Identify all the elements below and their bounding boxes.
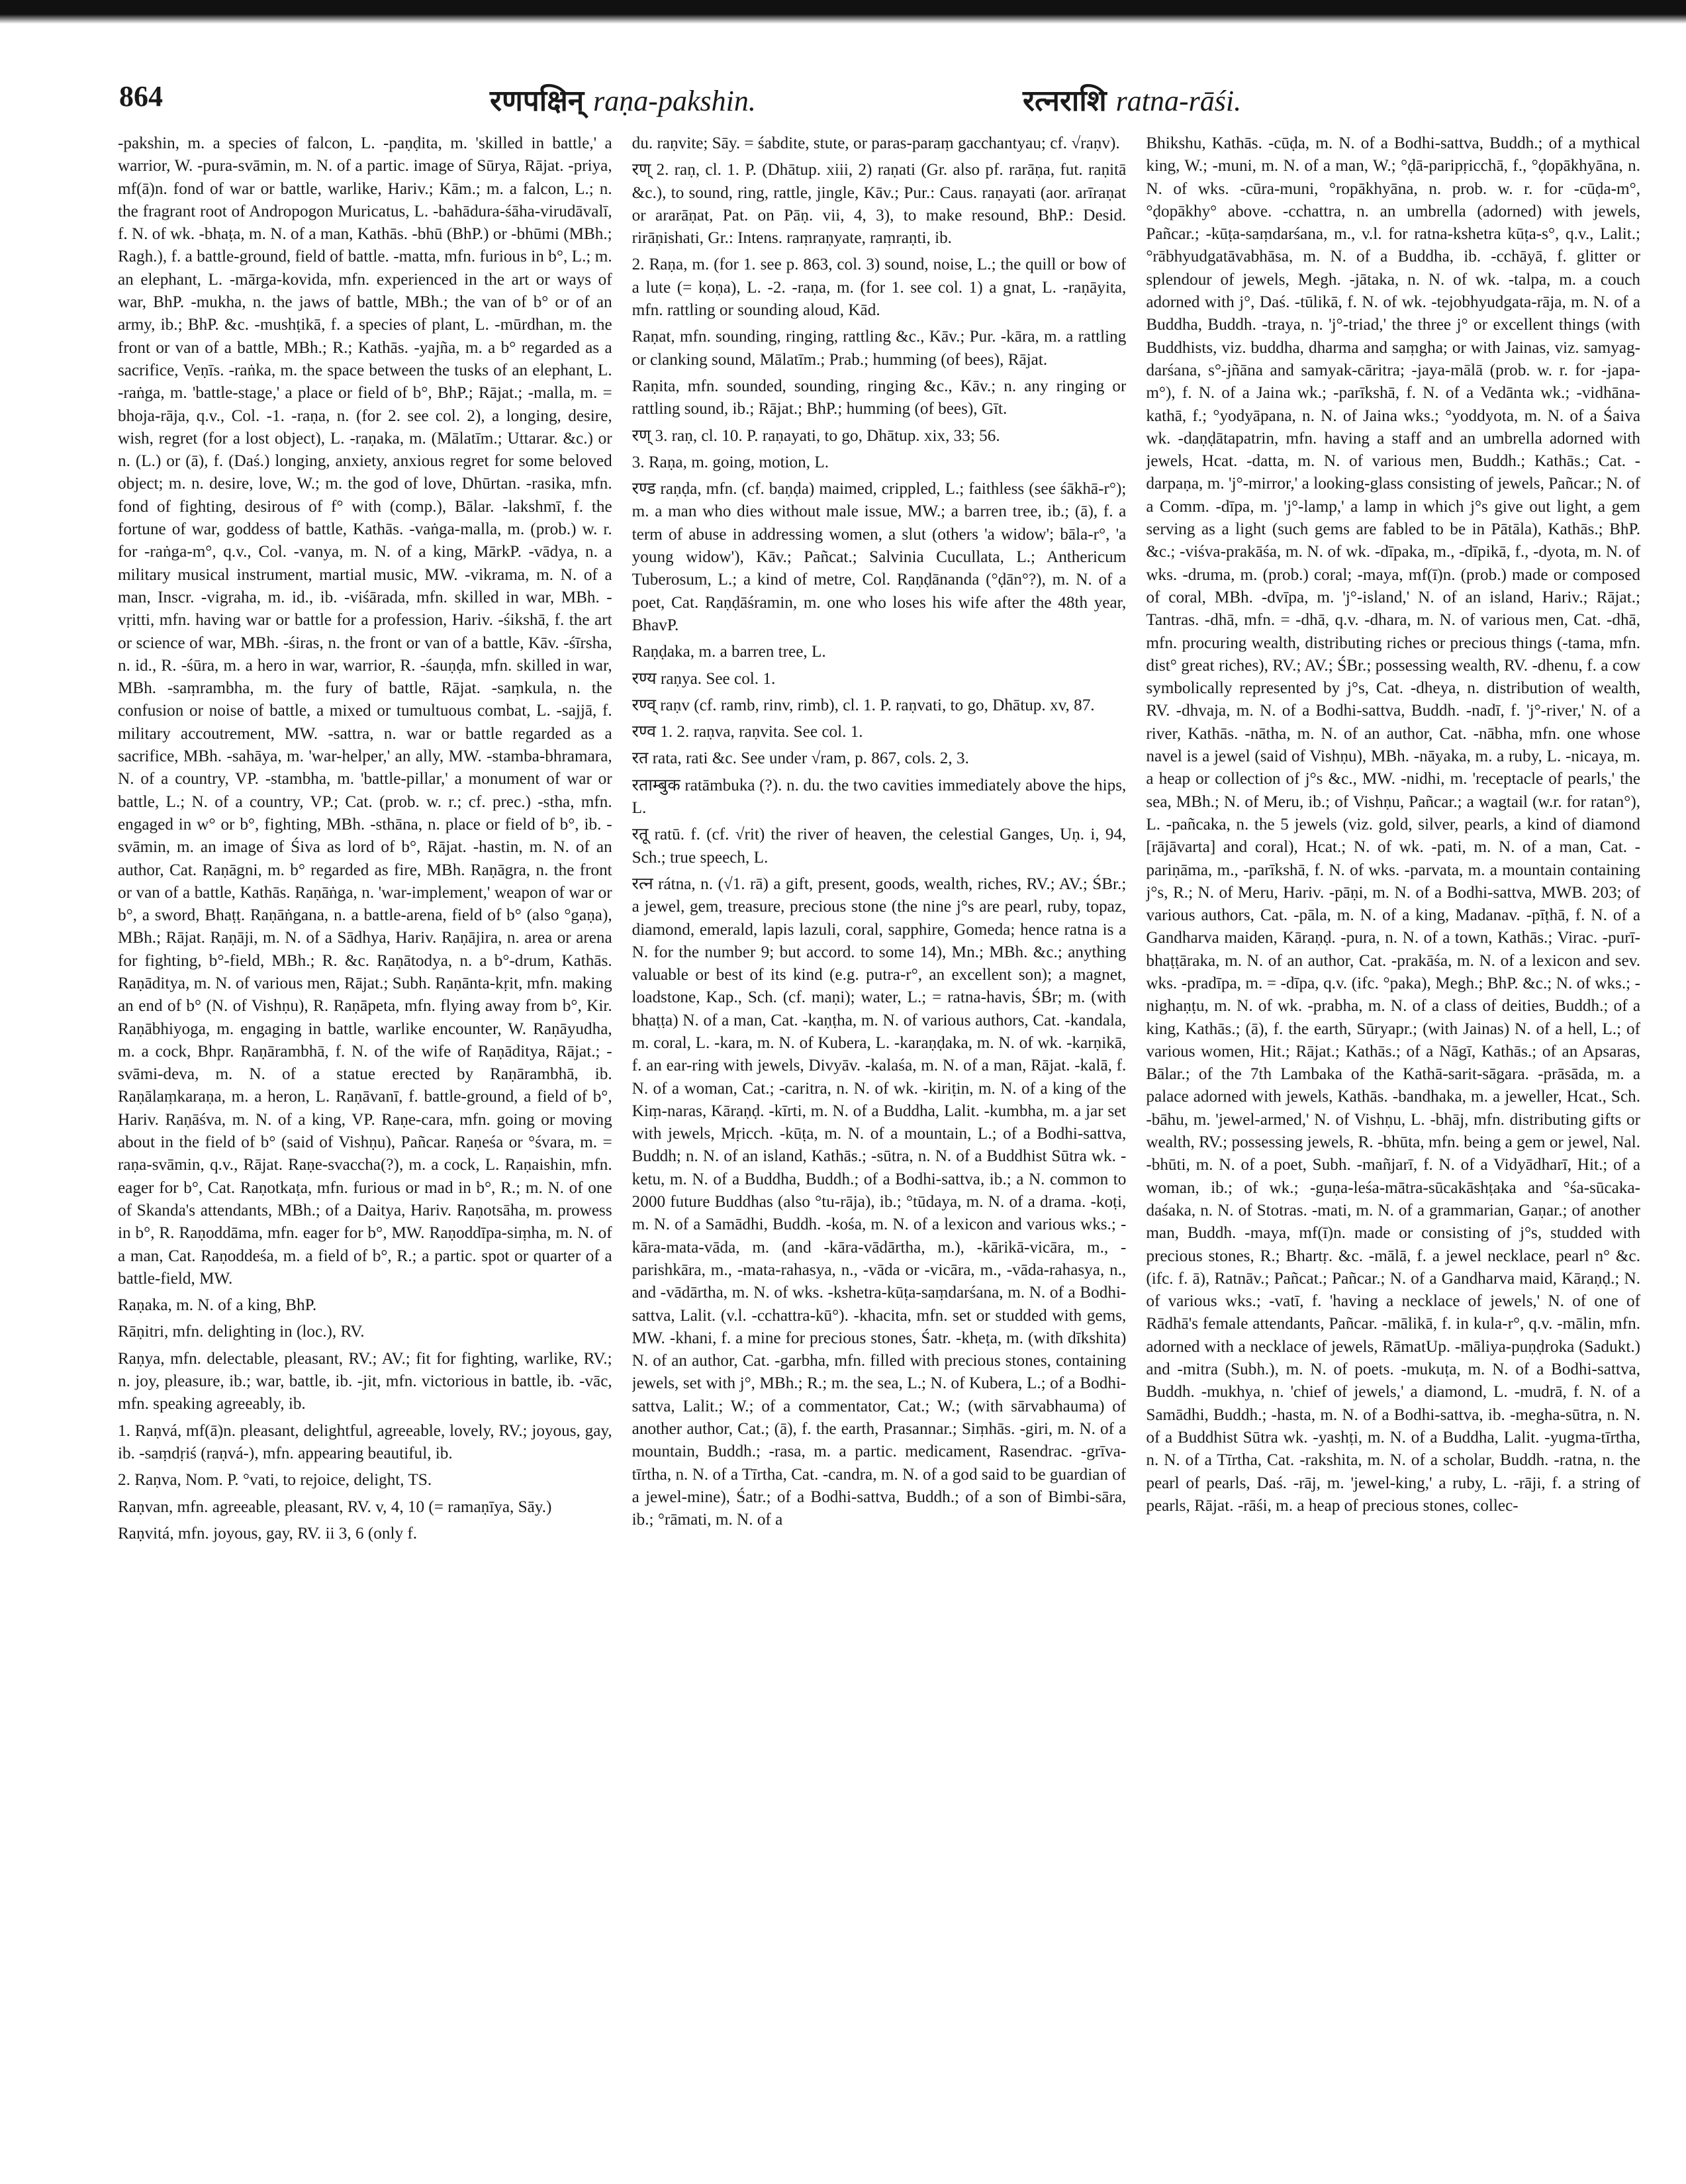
entry: 2. Raṇa, m. (for 1. see p. 863, col. 3) sound, noise, L.; the quill or bow of a lute (= koṇa), L. -2. -raṇa, m. (for 1. see col. 1) a gnat, L. -raṇāyita, mfn. rattling or sounding aloud, Kād.	[632, 256, 1127, 320]
entry: रताम्बुक ratāmbuka (?). n. du. the two cavities immediately above the hips, L.	[632, 776, 1127, 818]
column-1	[118, 132, 612, 2168]
entry: Raṇaka, m. N. of a king, BhP.	[118, 1296, 317, 1315]
entry: रत्न rátna, n. (√1. rā) a gift, present, goods, wealth, riches, RV.; AV.; ŚBr.; a jewel, gem, treasure, precious stone (the nine j°s are pearl, ruby, topaz, diamond, emerald, lapis lazuli, coral, sapphire, Gomeda; hence ratna is a N. for the number 9; but accord. to some 14), Mn.; MBh. &c.; anything valuable or best of its kind (e.g. putra-r°, an excellent son); a magnet, loadstone, Kap., Sch. (cf. maṇi); water, L.; = ratna-havis, ŚBr; m. (with bhaṭṭa) N. of a man, Cat. -kaṇṭha, m. N. of various authors, Cat. -kandala, m. coral, L. -kara, m. N. of Kubera, L. -karaṇḍaka, m. N. of wk. -karṇikā, f. an ear-ring with jewels, Divyāv. -kalaśa, m. N. of a man, Rājat. -kalā, f. N. of a woman, Cat.; -caritra, n. N. of wk. -kiriṭin, m. N. of a king of the Kiṃ-naras, Kāraṇḍ. -kīrti, m. N. of a Buddha, Lalit. -kumbha, m. a jar set with jewels, Mṛicch. -kūṭa, m. N. of a mountain, L.; of a Bodhi-sattva, Buddh; n. N. of an island, Kathās.; -sūtra, n. N. of a Buddhist Sūtra wk. -ketu, m. N. of a Buddha, Buddh.; of a Bodhi-sattva, ib.; a N. common to 2000 future Buddhas (also °tu-rāja), ib.; °tūdaya, m. N. of a drama. -koṭi, m. N. of a Samādhi, Buddh. -kośa, m. N. of a lexicon and various wks.; -kāra-mata-vāda, m. (and -kāra-vādārtha, m.), -kārikā-vicāra, m., -parishkāra, m., -mata-rahasya, n., -vāda or -vicāra, m., -vāda-rahasya, n., and -vādārtha, m. N. of wks. -kshetra-kūṭa-saṃdarśana, m. N. of a Bodhi-sattva, Lalit. (v.l. -cchattra-kū°). -khacita, mfn. set or studded with gems, MW. -khani, f. a mine for precious stones, Śatr. -kheṭa, m. (with dīkshita) N. of an author, Cat. -garbha, mfn. filled with precious stones, containing jewels, set with j°, MBh.; R.; m. the sea, L.; N. of Kubera, L.; of a Bodhi-sattva, Lalit.; W.; of a commentator, Cat.; W.; (with sārvabhauma) of another author, Cat.; (ā), f. the earth, Prasannar.; Siṃhās. -giri, m. N. of a mountain, Buddh.; -rasa, m. a partic. medicament, Rasendrac. -grīva-tīrtha, n. N. of a Tīrtha, Cat. -candra, m. N. of a god said to be guardian of a jewel-mine), Śatr.; of a Bodhi-sattva, Buddh.; of a son of Bimbi-sāra, ib.; °rāmati, m. N. of a	[632, 875, 1127, 1529]
running-head-right-devanagari: रत्नराशि	[1023, 84, 1107, 118]
entry: Raṇya, mfn. delectable, pleasant, RV.; AV.; fit for fighting, warlike, RV.; n. joy, pleasure, ib.; war, battle, ib. -jit, mfn. victorious in battle, ib. -vāc, mfn. speaking agreeably, ib.	[118, 1349, 612, 1413]
entry: 3. Raṇa, m. going, motion, L.	[632, 453, 829, 471]
running-head-right	[1023, 79, 1241, 119]
entry: Raṇat, mfn. sounding, ringing, rattling &c., Kāv.; Pur. -kāra, m. a rattling or clanking sound, Mālatīm.; Prab.; humming (of bees), Rājat.	[632, 328, 1127, 369]
entry: Raṇita, mfn. sounded, sounding, ringing &c., Kāv.; n. any ringing or rattling sound, ib.; Rājat.; BhP.; humming (of bees), Gīt.	[632, 377, 1127, 418]
entry: Raṇḍaka, m. a barren tree, L.	[632, 643, 826, 661]
entry: 2. Raṇva, Nom. P. °vati, to rejoice, delight, TS.	[118, 1471, 432, 1490]
running-head-left-roman: raṇa-pakshin.	[593, 85, 756, 117]
entry: Raṇvitá, mfn. joyous, gay, RV. ii 3, 6 (only f.	[118, 1524, 418, 1543]
entry: रण्व 1. 2. raṇva, raṇvita. See col. 1.	[632, 723, 863, 741]
page-number: 864	[119, 80, 163, 113]
entry: रण्व् raṇv (cf. ramb, rinv, rimb), cl. 1. P. raṇvati, to go, Dhātup. xv, 87.	[632, 696, 1095, 714]
entry: Raṇvan, mfn. agreeable, pleasant, RV. v, 4, 10 (= ramaṇīya, Sāy.)	[118, 1497, 552, 1516]
column-2	[632, 132, 1127, 2168]
running-head-left-devanagari: रणपक्षिन्	[490, 84, 585, 118]
running-head-left	[490, 79, 756, 119]
entry: रत rata, rati &c. See under √ram, p. 867, cols. 2, 3.	[632, 749, 969, 768]
entry: 1. Raṇvá, mf(ā)n. pleasant, delightful, agreeable, lovely, RV.; joyous, gay, ib. -saṃdṛiś (raṇvá-), mfn. appearing beautiful, ib.	[118, 1421, 612, 1462]
entry: Rāṇitri, mfn. delighting in (loc.), RV.	[118, 1323, 365, 1341]
entry: रण्ड raṇḍa, mfn. (cf. baṇḍa) maimed, crippled, L.; faithless (see śākhā-r°); m. a man who dies without male issue, MW.; a barren tree, ib.; (ā), f. a term of abuse in addressing women, a slut (others 'a widow'; bāla-r°, 'a young widow'), Kāv.; Pañcat.; Salvinia Cucullata, L.; Anthericum Tuberosum, L.; a kind of metre, Col. Raṇḍānanda (°ḍān°?), m. N. of a poet, Cat. Raṇḍāśramin, m. one who loses his wife after the 48th year, BhavP.	[632, 480, 1127, 634]
scan-edge-fade	[0, 0, 1686, 24]
entry: रतू ratū. f. (cf. √rit) the river of heaven, the celestial Ganges, Uṇ. i, 94, Sch.; true speech, L.	[632, 826, 1127, 867]
entry: du. raṇvite; Sāy. = śabdite, stute, or paras-paraṃ gacchantyau; cf. √raṇv).	[632, 134, 1120, 152]
entry: -pakshin, m. a species of falcon, L. -paṇḍita, m. 'skilled in battle,' a warrior, W. -pura-svāmin, m. N. of a partic. image of Sūrya, Rājat. -priya, mf(ā)n. fond of war or battle, warlike, Hariv.; Kām.; m. a falcon, L.; n. the fragrant root of Andropogon Muricatus, L. -bahādura-śāha-virudāvalī, f. N. of wk. -bhaṭa, m. N. of a man, Kathās. -bhū (BhP.) or -bhūmi (MBh.; Ragh.), f. a battle-ground, field of battle. -matta, mfn. furious in b°, L.; m. an elephant, L. -mārga-kovida, mfn. experienced in the art or ways of war, BhP. -mukha, n. the jaws of battle, MBh.; the van of b° or of an army, ib.; BhP. &c. -mushṭikā, f. a species of plant, L. -mūrdhan, m. the front or van of a battle, MBh.; R.; Kathās. -yajña, m. a b° regarded as a sacrifice, Veṇīs. -raṅka, m. the space between the tusks of an elephant, L. -raṅga, m. 'battle-stage,' a place or field of b°, BhP.; Rājat.; -malla, m. = bhoja-rāja, q.v., Col. -1. -raṇa, n. (for 2. see col. 2), a longing, desire, wish, regret (for a lost object), L. -raṇaka, m. (Mālatīm.; Uttarar. &c.) or n. (L.) or (ā), f. (Daś.) longing, anxiety, anxious regret for some beloved object; m. n. desire, love, W.; m. the god of love, Dhūrtan. -rasika, mfn. fond of fighting, desirous of f° with (comp.), Bālar. -lakshmī, f. the fortune of war, goddess of battle, Kathās. -vaṅga-malla, m. (prob.) w. r. for -raṅga-m°, q.v., Col. -vanya, m. N. of a king, MārkP. -vādya, n. a military musical instrument, martial music, MW. -vikrama, m. N. of a man, Inscr. -vigraha, m. id., ib. -viśārada, mfn. skilled in war, MBh. -vṛitti, mfn. having war or battle for a profession, Hariv. -śikshā, f. the art or science of war, MBh. -śiras, n. the front or van of a battle, Kāv. -śīrsha, n. id., R. -śūra, m. a hero in war, warrior, R. -śauṇḍa, mfn. skilled in war, MBh. -saṃrambha, m. the fury of battle, Rājat. -saṃkula, n. the confusion or noise of battle, a mixed or tumultuous combat, L. -sajjā, f. military accoutrement, MW. -sattra, n. war or battle regarded as a sacrifice, MBh. -sahāya, m. 'war-helper,' an ally, MW. -stamba-bhramara, N. of a country, VP. -stambha, m. 'battle-pillar,' a monument of war or battle, L.; N. of a country, VP.; Cat. (prob. w. r.; cf. prec.) -stha, mfn. engaged in w° or b°, fighting, MBh. -sthāna, n. place or field of b°, ib. -svāmin, m. an image of Śiva as lord of b°, Rājat. -hastin, m. N. of an author, Cat. Raṇāgni, m. b° regarded as fire, MBh. Raṇāgra, n. the front or van of a battle, Kathās. Raṇāṅga, n. 'war-implement,' weapon of war or b°, a sword, Bhaṭṭ. Raṇāṅgana, n. a battle-arena, field of b° (also °gaṇa), MBh.; Rājat. Raṇāji, m. N. of a Sādhya, Hariv. Raṇājira, n. area or arena for fighting, b°-field, MBh.; R. &c. Raṇātodya, n. a b°-drum, Kathās. Raṇāditya, m. N. of various men, Rājat.; Subh. Raṇānta-kṛit, mfn. making an end of b° (N. of Vishṇu), R. Raṇāpeta, mfn. flying away from b°, Kir. Raṇābhiyoga, m. engaging in battle, warlike encounter, W. Raṇāyudha, m. a cock, Bhpr. Raṇārambhā, f. N. of the wife of Raṇāditya, Rājat.; -svāmi-deva, m. N. of a statue erected by Raṇārambhā, ib. Raṇālaṃkaraṇa, m. a heron, L. Raṇāvanī, f. battle-ground, a field of b°, Hariv. Raṇāśva, m. N. of a king, VP. Raṇe-cara, mfn. going or moving about in the field of b° (said of Vishṇu), Pañcar. Raṇeśa or °śvara, m. = raṇa-svāmin, q.v., Rājat. Raṇe-svaccha(?), m. a cock, L. Raṇaishin, mfn. eager for b°, Cat. Raṇotkaṭa, mfn. furious or mad in b°, R.; m. N. of one of Skanda's attendants, MBh.; of a Daitya, Hariv. Raṇotsāha, m. prowess in b°, R. Raṇoddāma, mfn. eager for b°, MW. Raṇoddīpa-siṃha, m. N. of a man, Cat. Raṇoddeśa, m. a field of b°, R.; a partic. spot or quarter of a battle-field, MW.	[118, 134, 612, 1288]
entry: रण् 2. raṇ, cl. 1. P. (Dhātup. xiii, 2) raṇati (Gr. also pf. rarāṇa, fut. raṇitā &c.), to sound, ring, rattle, jingle, Kāv.; Pur.: Caus. raṇayati (aor. arīraṇat or ararāṇat, Pat. on Pāṇ. vii, 4, 3), to make resound, BhP.: Desid. rirāṇishati, Gr.: Intens. raṃraṇyate, raṃraṇti, ib.	[632, 161, 1127, 248]
page-header	[99, 79, 1640, 126]
entry: रण्य raṇya. See col. 1.	[632, 669, 776, 688]
column-3	[1146, 132, 1640, 2168]
entry: Bhikshu, Kathās. -cūḍa, m. N. of a Bodhi-sattva, Buddh.; of a mythical king, W.; -muni, m. N. of a man, W.; °ḍā-paripṛicchā, f., °ḍopākhyāna, n. N. of wks. -cūra-muni, °ropākhyāna, n. prob. w. r. for -cūḍa-m°, °ḍopākhy° above. -cchattra, n. an umbrella (adorned) with jewels, Pañcar.; -kūṭa-saṃdarśana, m., v.l. for ratna-kshetra kūṭa-s°, q.v., Lalit.; °rābhyudgatāvabhāsa, m. N. of a Buddha, ib. -cchāyā, f. glitter or splendour of jewels, Megh. -jātaka, n. N. of wk. -talpa, m. a couch adorned with j°, Daś. -tūlikā, f. N. of wk. -tejobhyudgata-rāja, m. N. of a Buddha, Buddh. -traya, n. 'j°-triad,' the three j° or excellent things (with Buddhists, viz. buddha, dharma and saṃgha; or with Jainas, viz. samyag-darśana, s°-jñāna and samyak-cāritra; -jaya-mālā (prob. w. r. for -japa-m°), f. N. of a Jaina wk.; -parīkshā, f. N. of a Vedānta wk.; -vidhāna-kathā, f.; °yodyāpana, n. N. of Jaina wks.; °yoddyota, m. N. of a Śaiva wk. -daṇḍātapatrin, mfn. having a staff and an umbrella adorned with jewels, Hcat. -datta, m. N. of various men, Buddh.; Kathās.; Cat. -darpaṇa, m. 'j°-mirror,' a looking-glass consisting of jewels, Pañcar.; N. of a Comm. -dīpa, m. 'j°-lamp,' a lamp in which j°s give out light, a gem serving as a light (such gems are fabled to be in Pātāla), Kathās.; BhP. &c.; -viśva-prakāśa, m. N. of wk. -dīpaka, m., -dīpikā, f., -dyota, m. N. of wks. -druma, m. (prob.) coral; -maya, mf(ī)n. (prob.) made or composed of coral, MBh. -dvīpa, m. 'j°-island,' N. of an island, Hariv.; Rājat.; Tantras. -dhā, mfn. = -dhā, q.v. -dhara, m. N. of various men, Cat. -dhā, mfn. procuring wealth, distributing riches or precious things (-tama, mfn. dist° great riches), RV.; AV.; ŚBr.; possessing wealth, RV. -dhenu, f. a cow symbolically represented by j°s, Cat. -dheya, n. distribution of wealth, RV. -dhvaja, m. N. of a Bodhi-sattva, Buddh. -nadī, f. 'j°-river,' N. of a river, Kathās. -nātha, m. N. of an author, Cat. -nābha, mfn. one whose navel is a jewel (said of Vishṇu), MBh. -nāyaka, m. a ruby, L. -nicaya, m. a heap or collection of j°s &c., MW. -nidhi, m. 'receptacle of pearls,' the sea, MBh.; N. of Meru, ib.; of Vishṇu, Pañcar.; a wagtail (w.r. for ratan°), L. -pañcaka, n. the 5 jewels (viz. gold, silver, pearls, a kind of diamond [rājāvarta] and coral), Hcat.; N. of wk. -pati, m. N. of a man, Cat. -pariṇāma, m., -parīkshā, f. N. of wks. -parvata, m. a mountain containing j°s, R.; N. of Meru, Hariv. -pāṇi, m. N. of a Bodhi-sattva, MWB. 203; of various authors, Cat. -pāla, m. N. of a king, Madanav. -pīṭhā, f. N. of a Gandharva maiden, Kāraṇḍ. -pura, n. N. of a town, Kathās.; Virac. -purī-bhaṭṭāraka, m. N. of an author, Cat. -prakāśa, m. N. of a lexicon and sev. wks. -pradīpa, m. = -dīpa, q.v. (ifc. °paka), Megh.; BhP. &c.; N. of wks.; -nighaṇṭu, m. N. of wk. -prabha, m. N. of a class of deities, Buddh.; of a king, Kathās.; (ā), f. the earth, Sūryapr.; (with Jainas) N. of a hell, L.; of various women, Hit.; Rājat.; Kathās.; of a Nāgī, Kathās.; of an Apsaras, Bālar.; of the 7th Lambaka of the Kathā-sarit-sāgara. -prāsāda, m. a palace adorned with jewels, Kathās. -bandhaka, m. a jeweller, Hcat., Sch. -bāhu, m. 'jewel-armed,' N. of Vishṇu, L. -bhāj, mfn. distributing gifts or wealth, RV.; possessing jewels, R. -bhūta, mfn. being a gem or jewel, Nal. -bhūti, m. N. of a poet, Subh. -mañjarī, f. N. of a Vidyādharī, Hit.; of a woman, ib.; of wk.; -guṇa-leśa-mātra-sūcakāshṭaka and °śa-sūcaka-daśaka, n. N. of Stotras. -mati, m. N. of a grammarian, Gaṇar.; of another man, Buddh. -maya, mf(ī)n. made or consisting of j°s, studded with precious stones, R.; Bhartṛ. &c. -mālā, f. a jewel necklace, pearl n° &c. (ifc. f. ā), Ratnāv.; Pañcat.; Pañcar.; N. of a Gandharva maid, Kāraṇḍ.; N. of various wks.; -vatī, f. 'having a necklace of jewels,' N. of one of Rādhā's female attendants, Pañcar. -mālikā, f. in kula-r°, q.v. -mālin, mfn. adorned with a necklace of jewels, RāmatUp. -māliya-puṇḍroka (Sadukt.) and -mitra (Subh.), m. N. of poets. -mukuṭa, m. N. of a Bodhi-sattva, Buddh. -mukhya, n. 'chief of jewels,' a diamond, L. -mudrā, f. N. of a Samādhi, Buddh.; -hasta, m. N. of a Bodhi-sattva, ib. -megha-sūtra, n. N. of a Buddhist Sūtra wk. -yashṭi, m. N. of a Buddha, Lalit. -yugma-tīrtha, n. N. of a Tīrtha, Cat. -rakshita, m. N. of a scholar, Buddh. -ratna, n. the pearl of pearls, Daś. -rāj, m. 'jewel-king,' a ruby, L. -rāji, f. a string of pearls, Rājat. -rāśi, m. a heap of precious stones, collec-	[1146, 134, 1641, 1515]
entry: रण् 3. raṇ, cl. 10. P. raṇayati, to go, Dhātup. xix, 33; 56.	[632, 426, 1000, 445]
dictionary-columns	[118, 132, 1640, 2168]
running-head-right-roman: ratna-rāśi.	[1115, 85, 1242, 117]
